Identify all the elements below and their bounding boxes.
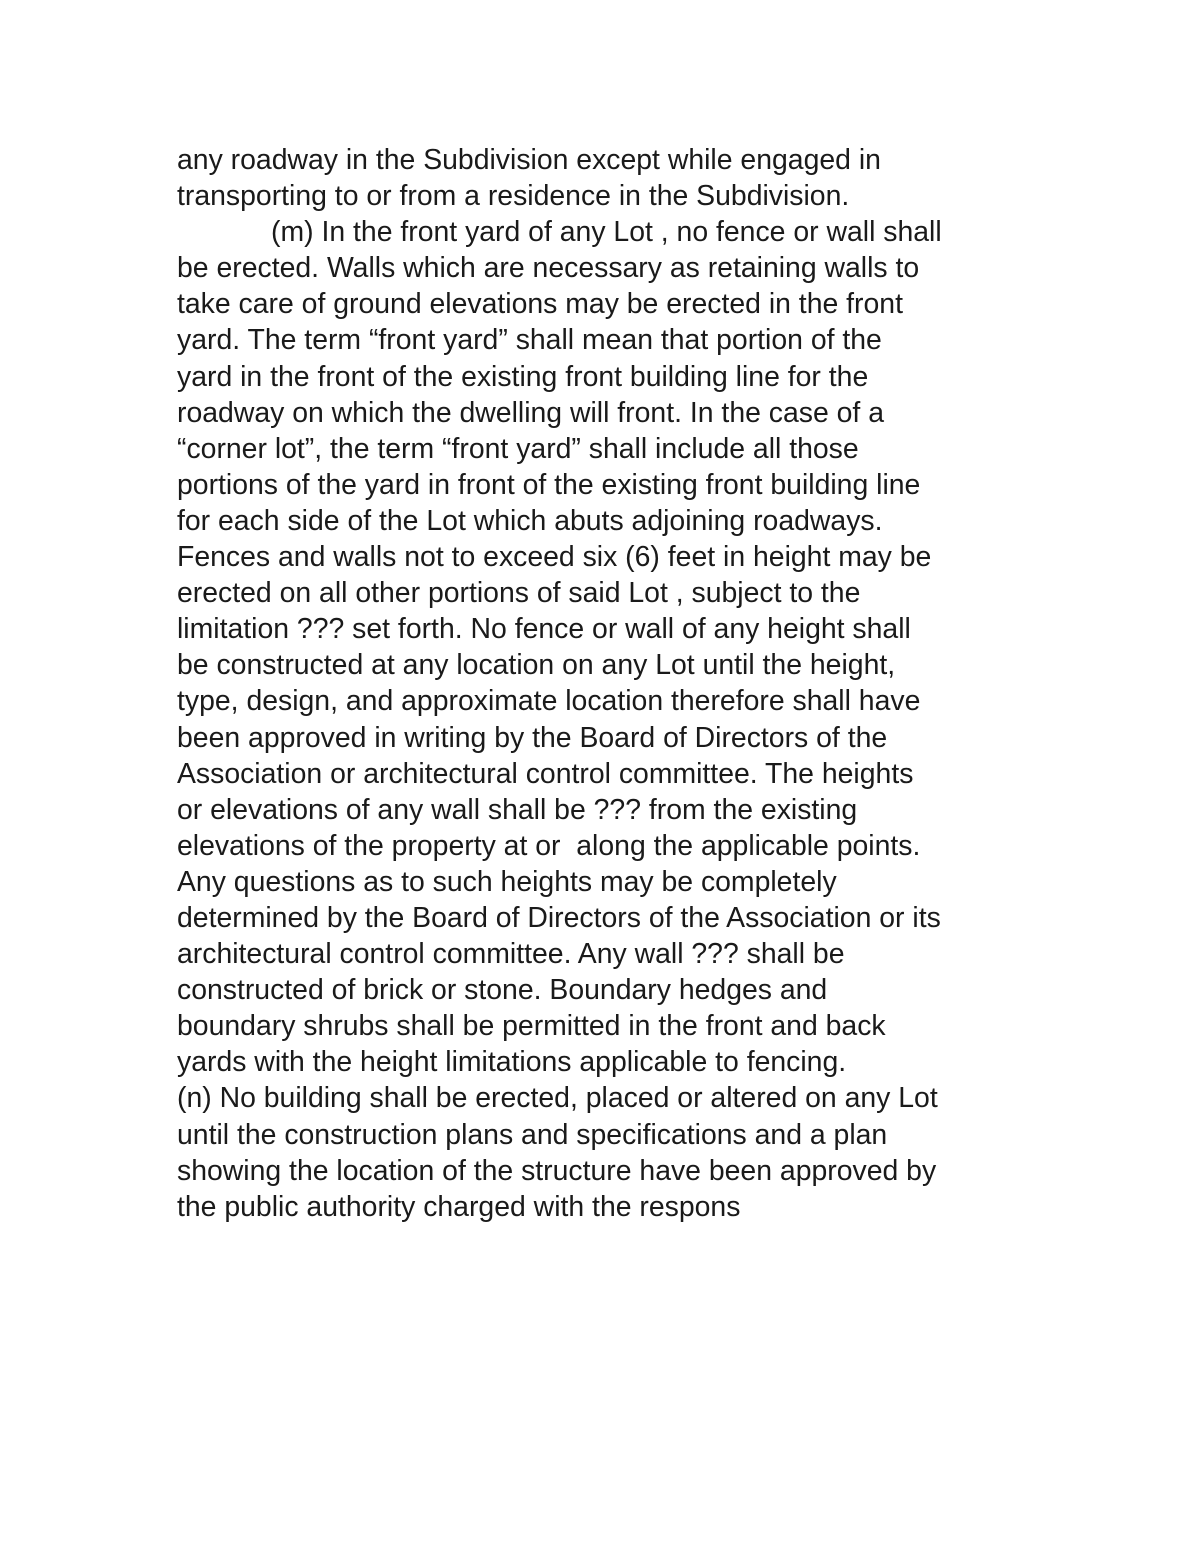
text-line: take care of ground elevations may be erected in the front bbox=[177, 288, 903, 321]
text-line: yard in the front of the existing front building line for the bbox=[177, 360, 869, 393]
text-line: limitation ??? set forth. No fence or wall of any height shall bbox=[177, 613, 911, 646]
document-body bbox=[177, 142, 1057, 1225]
text-line: boundary shrubs shall be permitted in the front and back bbox=[177, 1010, 886, 1043]
paragraph-m-start: (m) In the front yard of any Lot , no fence or wall shall bbox=[271, 216, 942, 249]
text-line: architectural control committee. Any wall ??? shall be bbox=[177, 938, 845, 971]
text-line: “corner lot”, the term “front yard” shall include all those bbox=[177, 432, 859, 465]
text-line: or elevations of any wall shall be ??? from the existing bbox=[177, 793, 858, 826]
paragraph-n-start: (n) No building shall be erected, placed or altered on any Lot bbox=[177, 1082, 938, 1115]
text-line: Association or architectural control committee. The heights bbox=[177, 757, 914, 790]
text-line: type, design, and approximate location therefore shall have bbox=[177, 685, 921, 718]
text-line: until the construction plans and specifications and a plan bbox=[177, 1118, 888, 1151]
text-line: portions of the yard in front of the existing front building line bbox=[177, 468, 921, 501]
text-line: any roadway in the Subdivision except while engaged in bbox=[177, 144, 881, 176]
text-line: for each side of the Lot which abuts adjoining roadways. bbox=[177, 504, 883, 537]
text-line: transporting to or from a residence in the Subdivision. bbox=[177, 180, 850, 213]
text-line: erected on all other portions of said Lot , subject to the bbox=[177, 577, 861, 610]
text-line: determined by the Board of Directors of the Association or its bbox=[177, 901, 941, 934]
text-line: been approved in writing by the Board of Directors of the bbox=[177, 721, 888, 754]
text-line: be constructed at any location on any Lot until the height, bbox=[177, 649, 896, 682]
text-line: the public authority charged with the respons bbox=[177, 1190, 741, 1223]
text-line: showing the location of the structure have been approved by bbox=[177, 1154, 937, 1187]
text-line: constructed of brick or stone. Boundary hedges and bbox=[177, 974, 828, 1007]
text-line: elevations of the property at or along the applicable points. bbox=[177, 829, 921, 862]
text-line: yards with the height limitations applicable to fencing. bbox=[177, 1046, 847, 1079]
text-line: yard. The term “front yard” shall mean that portion of the bbox=[177, 324, 882, 357]
text-line: Any questions as to such heights may be completely bbox=[177, 865, 837, 898]
text-line: roadway on which the dwelling will front. In the case of a bbox=[177, 396, 884, 429]
text-line: be erected. Walls which are necessary as retaining walls to bbox=[177, 252, 920, 285]
text-line: Fences and walls not to exceed six (6) feet in height may be bbox=[177, 541, 932, 574]
